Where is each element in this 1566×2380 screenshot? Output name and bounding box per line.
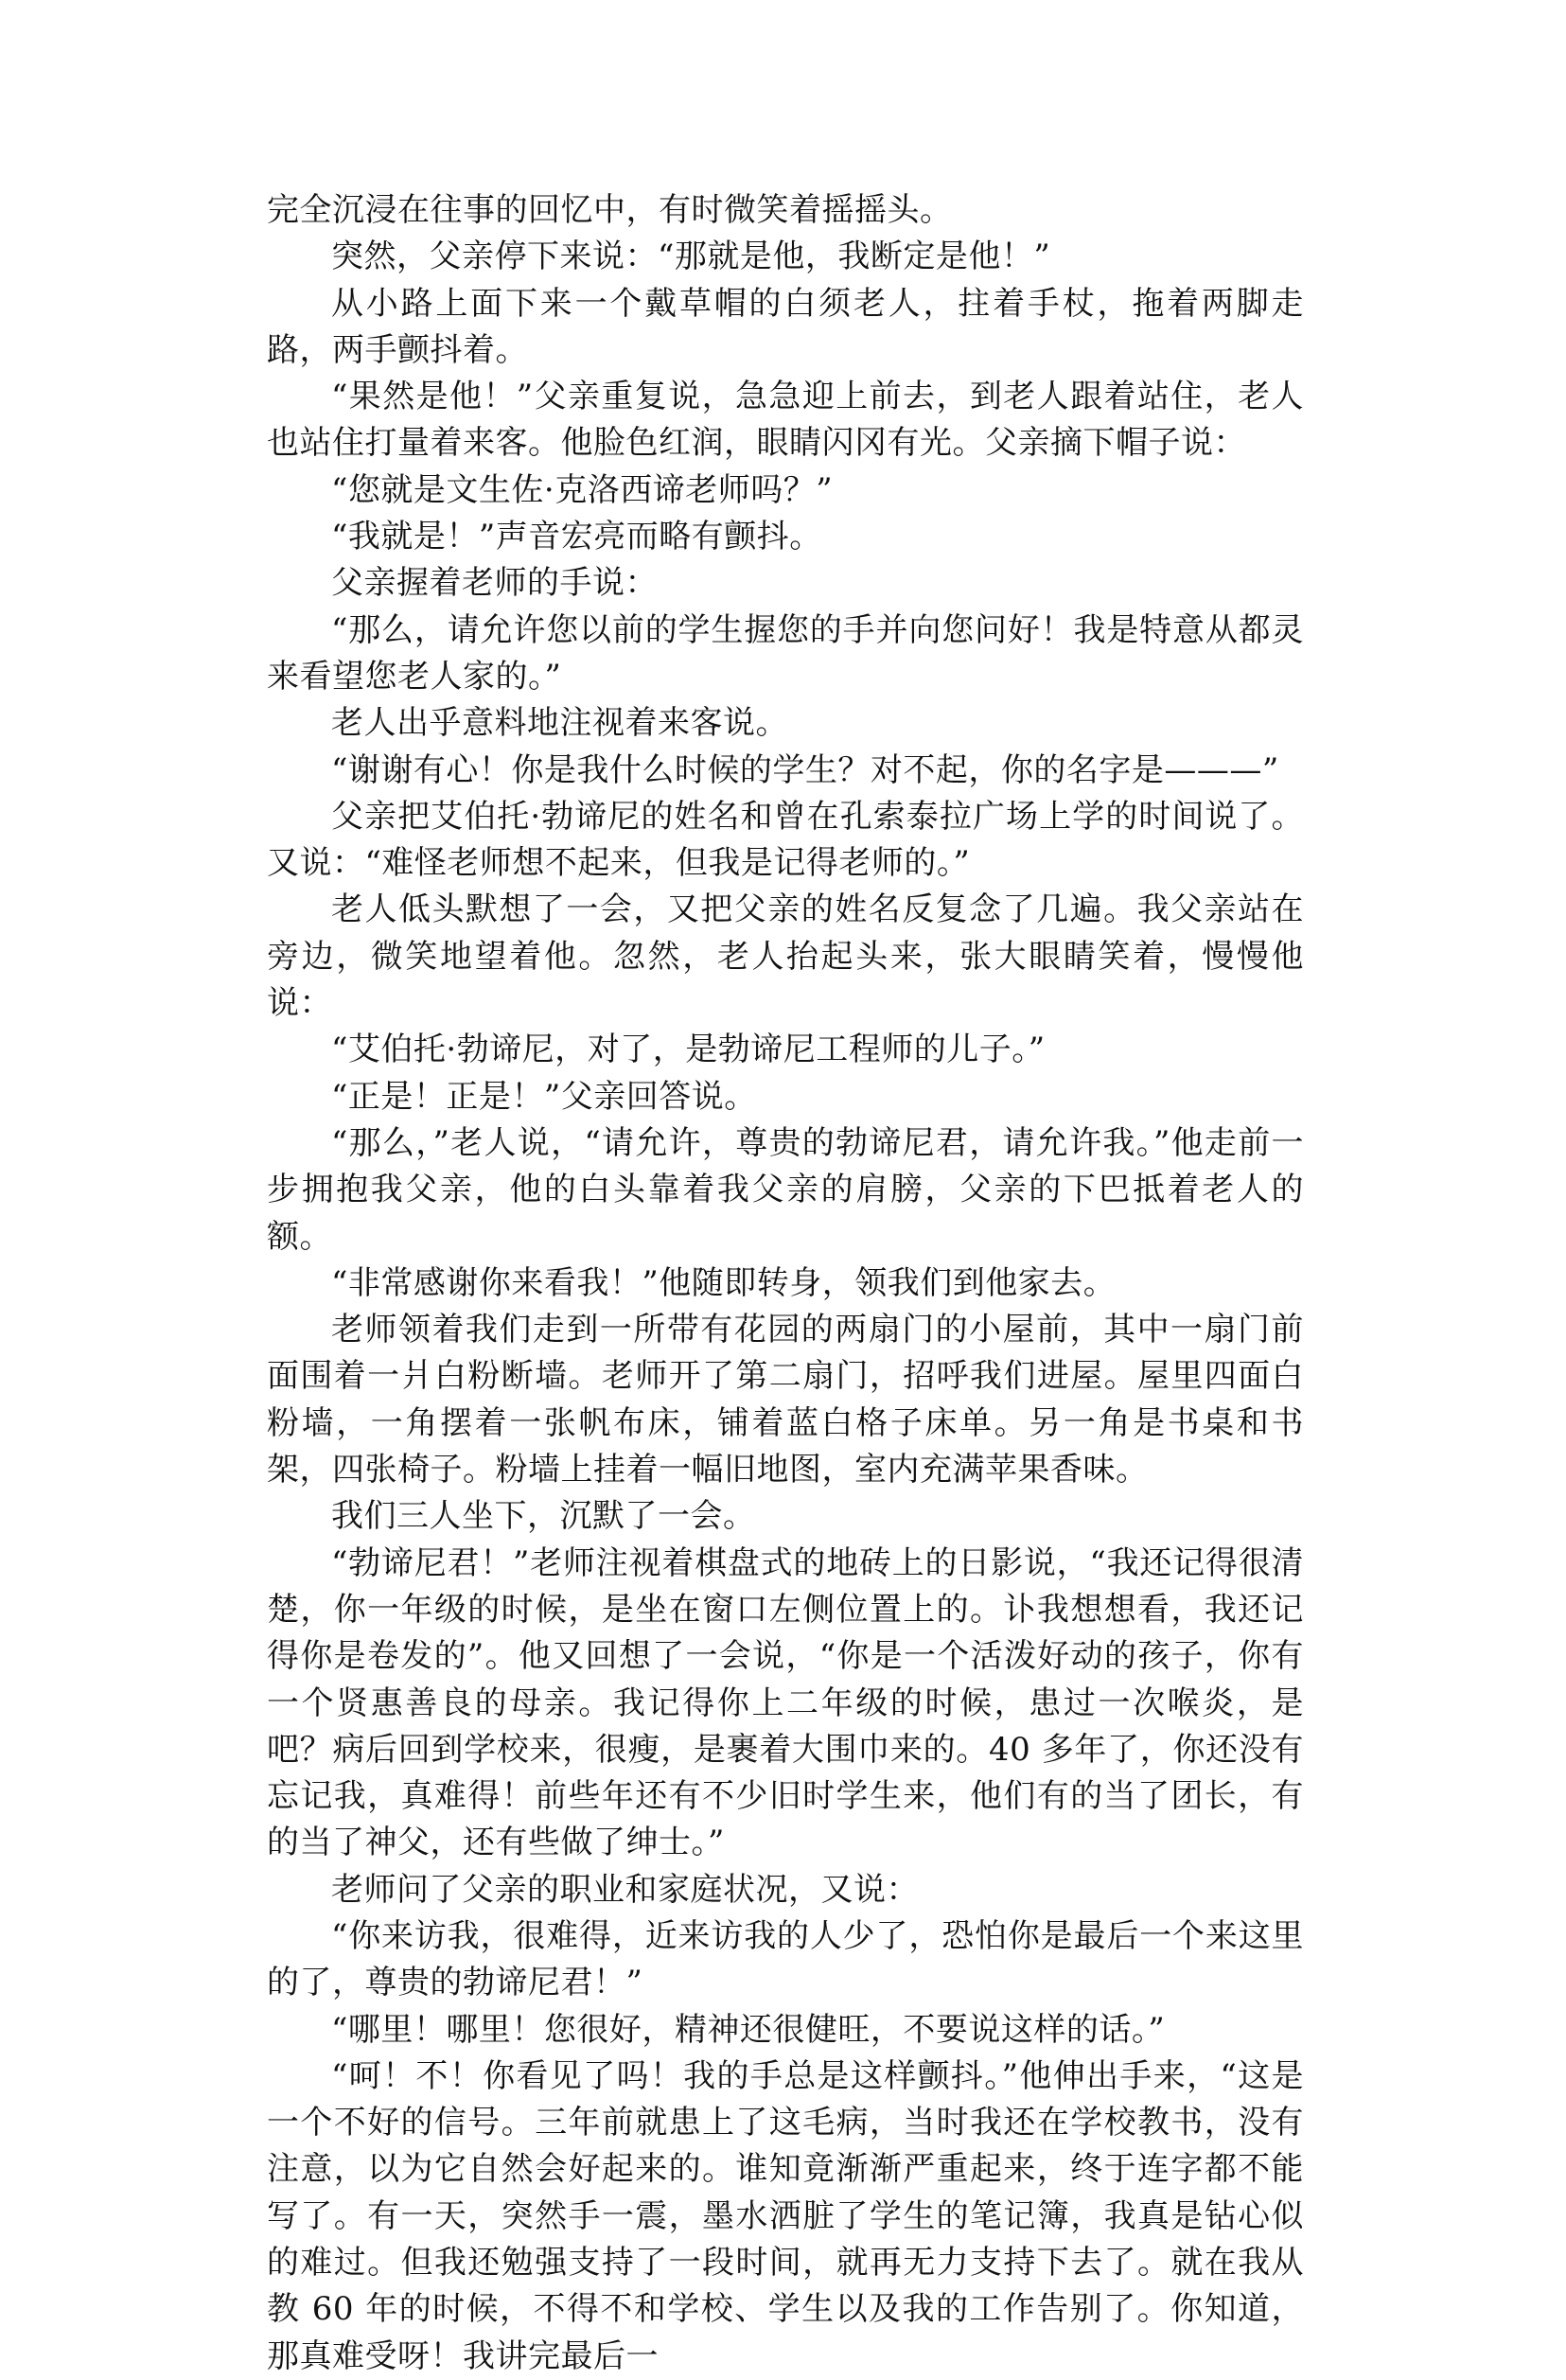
paragraph: 我们三人坐下，沉默了一会。 xyxy=(331,1497,756,1536)
paragraph: “艾伯托·勃谛尼，对了，是勃谛尼工程师的儿子。” xyxy=(331,1031,1046,1069)
paragraph: 老人低头默想了一会，又把父亲的姓名反复念了几遍。我父亲站在旁边，微笑地望着他。忽然，老人抬起头来，张大眼睛笑着，慢慢他说： xyxy=(267,890,1304,1023)
paragraph: “谢谢有心！你是我什么时候的学生？对不起，你的名字是———” xyxy=(331,750,1279,789)
paragraph: “果然是他！”父亲重复说，急急迎上前去，到老人跟着站住，老人也站住打量着来客。他脸色红润，眼睛闪冈有光。父亲摘下帽子说： xyxy=(267,378,1304,463)
paragraph: “呵！不！你看见了吗！我的手总是这样颤抖。”他伸出手来，“这是一个不好的信号。三年前就患上了这毛病，当时我还在学校教书，没有注意，以为它自然会好起来的。谁知竟渐渐严重起来，终于连字都不能写了。有一天，突然手一震，墨水洒脏了学生的笔记簿，我真是钻心似的难过。但我还勉强支持了一段时间，就再无力支持下去了。就在我从教 60 年的时候，不得不和学校、学生以及我的工作告别了。你知道，那真难受呀！我讲完最后一 xyxy=(267,2056,1304,2375)
paragraph: 老人出乎意料地注视着来客说。 xyxy=(331,704,788,743)
paragraph: 父亲把艾伯托·勃谛尼的姓名和曾在孔索泰拉广场上学的时间说了。又说：“难怪老师想不起来，但我是记得老师的。” xyxy=(267,797,1304,883)
paragraph: “勃谛尼君！”老师注视着棋盘式的地砖上的日影说，“我还记得很清楚，你一年级的时候，是坐在窗口左侧位置上的。讣我想想看，我还记得你是卷发的”。他又回想了一会说，“你是一个活泼好动的孩子，你有一个贤惠善良的母亲。我记得你上二年级的时候，患过一次喉炎，是吧？病后回到学校来，很瘦，是裹着大围巾来的。40 多年了，你还没有忘记我，真难得！前些年还有不少旧时学生来，他们有的当了团长，有的当了神父，还有些做了绅士。” xyxy=(267,1543,1304,1862)
paragraph: 老师领着我们走到一所带有花园的两扇门的小屋前，其中一扇门前面围着一爿白粉断墙。老师开了第二扇门，招呼我们进屋。屋里四面白粉墙，一角摆着一张帆布床，铺着蓝白格子床单。另一角是书桌和书架，四张椅子。粉墙上挂着一幅旧地图，室内充满苹果香味。 xyxy=(267,1311,1304,1490)
paragraph: 老师问了父亲的职业和家庭状况，又说： xyxy=(331,1870,919,1909)
paragraph: “您就是文生佐·克洛西谛老师吗？” xyxy=(331,470,834,509)
paragraph: 从小路上面下来一个戴草帽的白须老人，拄着手杖，拖着两脚走路，两手颤抖着。 xyxy=(267,284,1304,369)
paragraph: “那么，请允许您以前的学生握您的手并向您问好！我是特意从都灵来看望您老人家的。” xyxy=(267,610,1304,696)
paragraph: “哪里！哪里！您很好，精神还很健旺，不要说这样的话。” xyxy=(331,2010,1166,2049)
paragraph: “那么，”老人说，“请允许，尊贵的勃谛尼君，请允许我。”他走前一步拥抱我父亲，他的白头靠着我父亲的肩膀，父亲的下巴抵着老人的额。 xyxy=(267,1123,1304,1256)
paragraph: “正是！正是！”父亲回答说。 xyxy=(331,1077,757,1116)
paragraph: “你来访我，很难得，近来访我的人少了，恐怕你是最后一个来这里的了，尊贵的勃谛尼君！” xyxy=(267,1916,1304,2002)
paragraph-continuation: 完全沉浸在往事的回忆中，有时微笑着摇摇头。 xyxy=(267,191,953,229)
paragraph: 父亲握着老师的手说： xyxy=(331,564,658,603)
paragraph: “我就是！”声音宏亮而略有颤抖。 xyxy=(331,518,822,556)
body-text xyxy=(267,187,1304,2380)
paragraph: “非常感谢你来看我！”他随即转身，领我们到他家去。 xyxy=(331,1263,1117,1302)
paragraph: 突然，父亲停下来说：“那就是他，我断定是他！” xyxy=(331,238,1051,276)
